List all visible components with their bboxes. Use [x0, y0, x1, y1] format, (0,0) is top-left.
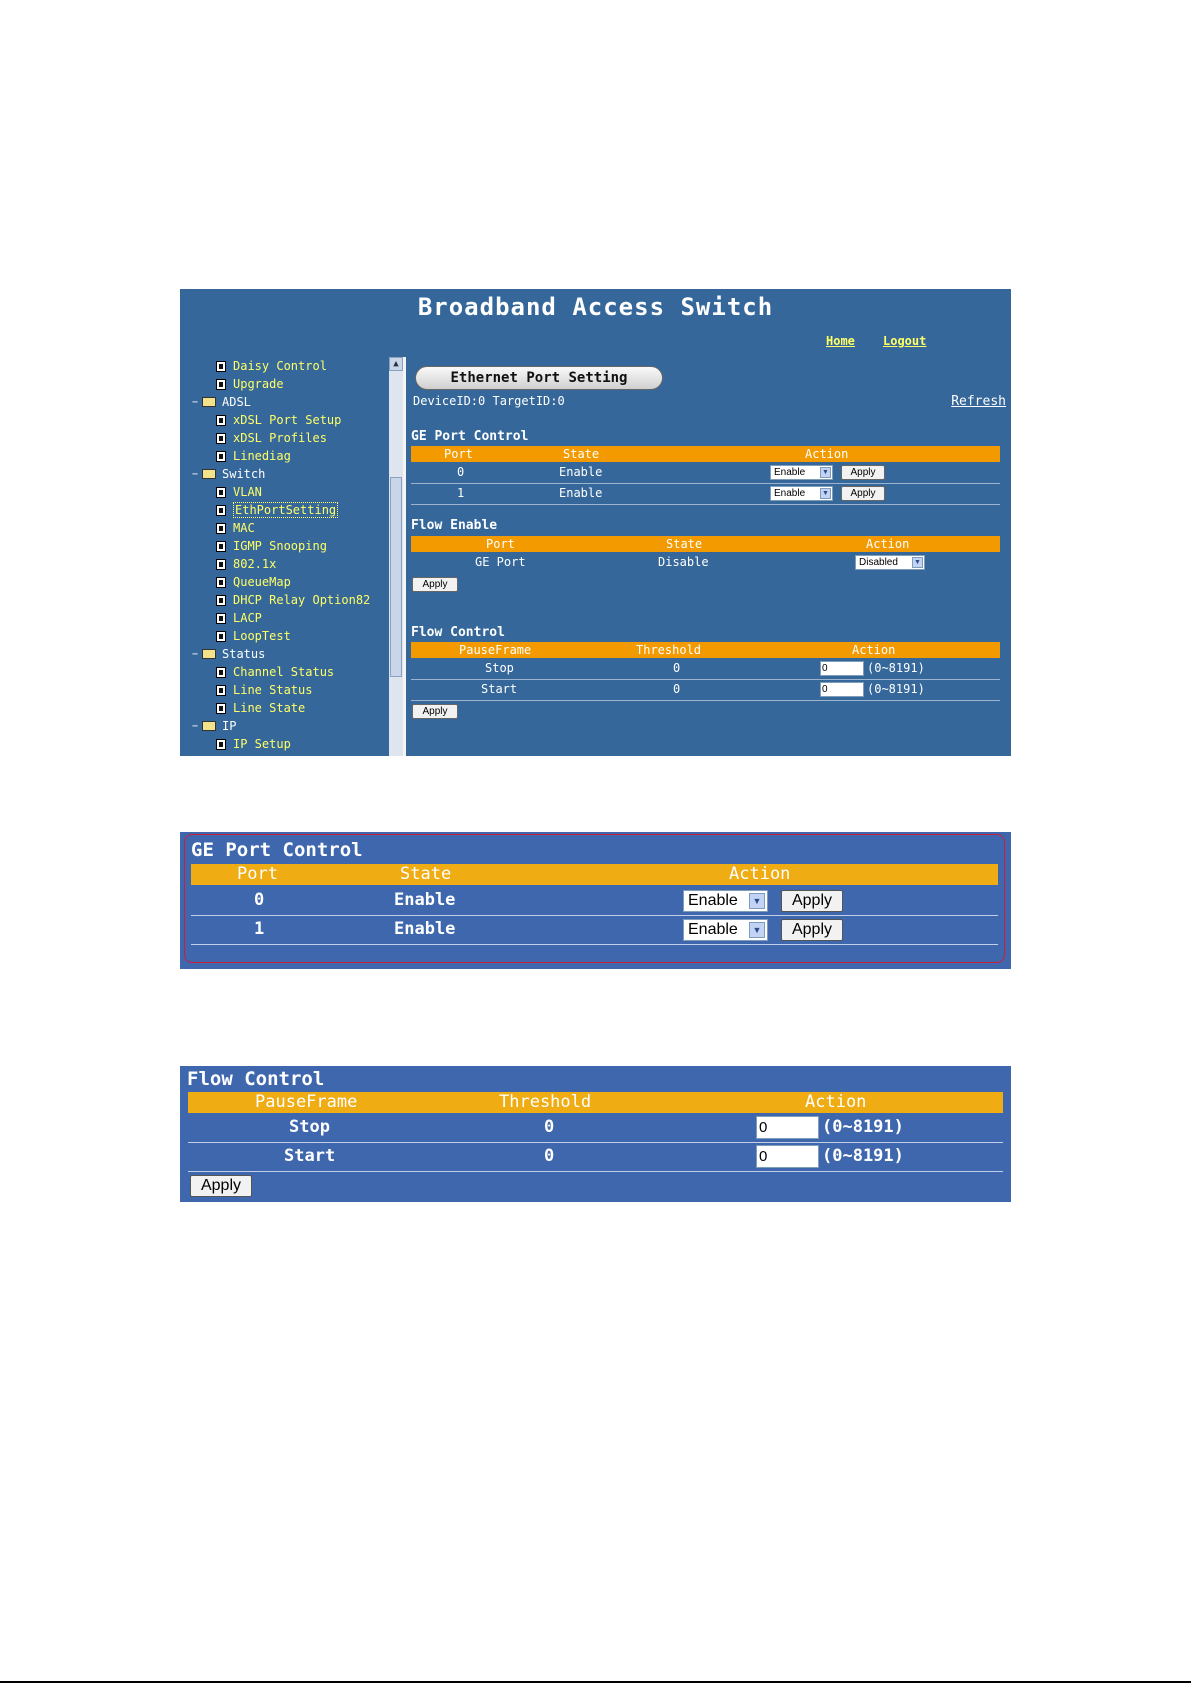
header-state: State: [400, 864, 452, 884]
ge-port-0-state-select[interactable]: Enable ▼: [683, 890, 768, 912]
page-icon: [216, 415, 226, 426]
flow-enable-header: [411, 536, 1000, 552]
main-screenshot: [180, 289, 1011, 756]
page-icon: [216, 685, 226, 696]
port-cell: 0: [457, 465, 465, 479]
flow-control-stop-input[interactable]: 0: [756, 1116, 819, 1139]
page-icon: [216, 379, 226, 390]
flow-enable-apply-button[interactable]: Apply: [412, 577, 458, 592]
header-state: State: [666, 537, 703, 551]
threshold-cell: 0: [673, 661, 681, 675]
page-icon: [216, 451, 226, 462]
sidebar-item-looptest[interactable]: LoopTest: [216, 627, 291, 645]
header-threshold: Threshold: [499, 1092, 592, 1112]
page-icon: [216, 595, 226, 606]
chevron-down-icon: ▼: [820, 488, 831, 499]
sidebar-item-dhcp-relay-option82[interactable]: DHCP Relay Option82: [216, 591, 370, 609]
state-cell: Enable: [394, 919, 456, 939]
range-hint: (0~8191): [822, 1146, 904, 1166]
page-icon: [216, 667, 226, 678]
state-cell: Enable: [394, 890, 456, 910]
flow-control-apply-button[interactable]: Apply: [190, 1175, 252, 1197]
flow-control-title: Flow Control: [187, 1068, 325, 1090]
header-port: Port: [486, 537, 515, 551]
sidebar-item-queuemap[interactable]: QueueMap: [216, 573, 291, 591]
page-bottom-rule: [0, 1681, 1191, 1683]
sidebar-folder-switch[interactable]: − Switch: [192, 467, 266, 481]
sidebar-folder-adsl[interactable]: − ADSL: [192, 395, 251, 409]
page-icon: [216, 505, 226, 516]
table-row: [191, 887, 998, 916]
page-icon: [216, 631, 226, 642]
page-icon: [216, 559, 226, 570]
ge-port-control-title: GE Port Control: [191, 839, 363, 861]
ge-port-control-zoom: [180, 832, 1011, 969]
flow-control-header: [411, 642, 1000, 658]
header-action: Action: [805, 447, 849, 461]
sidebar-item-lacp[interactable]: LACP: [216, 609, 262, 627]
device-id-line: DeviceID:0 TargetID:0: [413, 394, 565, 408]
sidebar-item-line-state[interactable]: Line State: [216, 699, 305, 717]
ge-port-0-apply-button[interactable]: Apply: [841, 465, 885, 480]
flow-control-title: Flow Control: [411, 625, 505, 640]
pauseframe-cell: Start: [284, 1146, 336, 1166]
port-cell: 0: [254, 890, 265, 910]
logout-link[interactable]: Logout: [883, 334, 927, 348]
table-row: [188, 1143, 1003, 1172]
home-link[interactable]: Home: [826, 334, 855, 348]
flow-enable-select[interactable]: Disabled ▼: [855, 555, 925, 570]
sidebar-folder-status[interactable]: − Status: [192, 647, 266, 661]
port-cell: GE Port: [475, 555, 526, 569]
table-row: [411, 680, 1000, 701]
ge-port-1-state-select[interactable]: Enable ▼: [770, 486, 833, 501]
chevron-down-icon: ▼: [820, 467, 831, 478]
scrollbar-thumb[interactable]: [390, 477, 402, 677]
header-pauseframe: PauseFrame: [255, 1092, 358, 1112]
page-icon: [216, 361, 226, 372]
sidebar-item-channel-status[interactable]: Channel Status: [216, 663, 334, 681]
folder-icon: [202, 721, 216, 731]
page-icon: [216, 703, 226, 714]
sidebar-item-ethportsetting[interactable]: EthPortSetting: [216, 501, 338, 519]
flow-control-header: [188, 1092, 1003, 1113]
sidebar-scrollbar[interactable]: [389, 357, 403, 756]
folder-icon: [202, 649, 216, 659]
sidebar-item-daisy-control[interactable]: Daisy Control: [216, 357, 327, 375]
flow-control-apply-button[interactable]: Apply: [412, 704, 458, 719]
state-cell: Disable: [658, 555, 709, 569]
header-pauseframe: PauseFrame: [459, 643, 532, 657]
collapse-icon: −: [192, 468, 199, 480]
chevron-down-icon: ▼: [912, 557, 923, 568]
sidebar-folder-ip[interactable]: − IP: [192, 719, 237, 733]
page-icon: [216, 739, 226, 750]
sidebar-item-xdsl-port-setup[interactable]: xDSL Port Setup: [216, 411, 341, 429]
state-cell: Enable: [559, 486, 603, 500]
threshold-cell: 0: [544, 1117, 555, 1137]
header-port: Port: [237, 864, 278, 884]
page-icon: [216, 613, 226, 624]
range-hint: (0~8191): [867, 661, 925, 675]
ge-port-0-state-select[interactable]: Enable ▼: [770, 465, 833, 480]
sidebar-item-line-status[interactable]: Line Status: [216, 681, 312, 699]
content-pane: [408, 357, 1011, 756]
chevron-down-icon: ▼: [749, 893, 765, 909]
page-title: Ethernet Port Setting: [415, 366, 663, 390]
frame-divider: [403, 357, 406, 756]
range-hint: (0~8191): [867, 682, 925, 696]
page-icon: [216, 577, 226, 588]
sidebar-item-ip-setup[interactable]: IP Setup: [216, 735, 291, 753]
pauseframe-cell: Stop: [289, 1117, 330, 1137]
sidebar-item-igmp-snooping[interactable]: IGMP Snooping: [216, 537, 327, 555]
header-port: Port: [444, 447, 473, 461]
ge-port-control-header: [411, 446, 1000, 462]
collapse-icon: −: [192, 396, 199, 408]
table-row: [411, 484, 1000, 505]
page-icon: [216, 487, 226, 498]
chevron-down-icon: ▼: [749, 922, 765, 938]
port-cell: 1: [457, 486, 465, 500]
pauseframe-cell: Stop: [485, 661, 514, 675]
ge-port-control-title: GE Port Control: [411, 429, 529, 444]
flow-enable-title: Flow Enable: [411, 518, 498, 533]
sidebar-nav: [180, 357, 389, 756]
state-cell: Enable: [559, 465, 603, 479]
header-action: Action: [866, 537, 910, 551]
sidebar-item-linediag[interactable]: Linediag: [216, 447, 291, 465]
port-cell: 1: [254, 919, 265, 939]
collapse-icon: −: [192, 720, 199, 732]
header-action: Action: [729, 864, 791, 884]
ge-port-1-apply-button[interactable]: Apply: [781, 919, 843, 941]
flow-control-start-input[interactable]: 0: [820, 682, 864, 697]
threshold-cell: 0: [544, 1146, 555, 1166]
ge-port-control-header: [191, 864, 998, 885]
header-action: Action: [852, 643, 896, 657]
sidebar-item-upgrade[interactable]: Upgrade: [216, 375, 284, 393]
header-action: Action: [805, 1092, 867, 1112]
table-row: [191, 916, 998, 945]
scroll-up-icon[interactable]: ▲: [389, 357, 403, 371]
ge-port-0-apply-button[interactable]: Apply: [781, 890, 843, 912]
ge-port-1-state-select[interactable]: Enable ▼: [683, 919, 768, 941]
header-threshold: Threshold: [636, 643, 702, 657]
table-row: [188, 1114, 1003, 1143]
header-state: State: [563, 447, 600, 461]
sidebar-item-vlan[interactable]: VLAN: [216, 483, 262, 501]
table-row: [411, 553, 1000, 573]
ge-port-1-apply-button[interactable]: Apply: [841, 486, 885, 501]
pauseframe-cell: Start: [481, 682, 518, 696]
flow-control-zoom: [180, 1066, 1011, 1202]
page-icon: [216, 541, 226, 552]
flow-control-stop-input[interactable]: 0: [820, 661, 864, 676]
collapse-icon: −: [192, 648, 199, 660]
folder-icon: [202, 469, 216, 479]
folder-icon: [202, 397, 216, 407]
threshold-cell: 0: [673, 682, 681, 696]
page-icon: [216, 523, 226, 534]
range-hint: (0~8191): [822, 1117, 904, 1137]
page-icon: [216, 433, 226, 444]
sidebar-item-xdsl-profiles[interactable]: xDSL Profiles: [216, 429, 327, 447]
table-row: [411, 659, 1000, 680]
flow-control-start-input[interactable]: 0: [756, 1145, 819, 1168]
sidebar-item-802-1x[interactable]: 802.1x: [216, 555, 276, 573]
table-row: [411, 463, 1000, 484]
refresh-link[interactable]: Refresh: [951, 394, 1006, 409]
app-title: Broadband Access Switch: [417, 293, 774, 321]
sidebar-item-mac[interactable]: MAC: [216, 519, 255, 537]
